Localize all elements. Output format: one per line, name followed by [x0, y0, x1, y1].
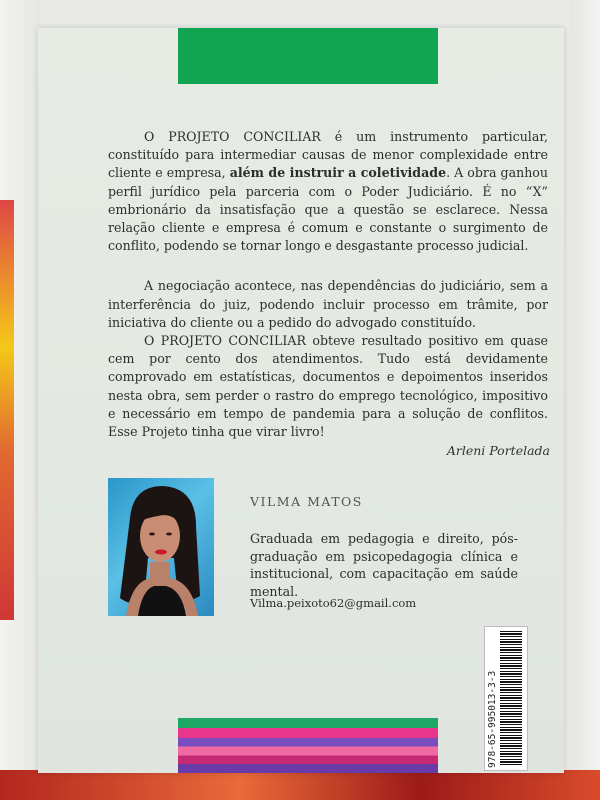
author-name: VILMA MATOS — [250, 494, 363, 509]
barcode-bars-icon — [500, 631, 522, 766]
synopsis-paragraph-2: A negociação acontece, nas dependências do judiciário, sem a interferência do juiz, podendo incluir processo em trâmite, por iniciativa do cliente ou a pedido do advogado constituído. — [108, 278, 548, 330]
synopsis-bold-phrase: além de instruir a coletividade — [229, 165, 447, 181]
background-colored-object — [0, 200, 14, 620]
author-bio: Graduada em pedagogia e direito, pós-graduação em psicopedagogia clínica e institucional, com capacitação em saúde mental. — [250, 531, 518, 599]
synopsis-paragraph-1: O PROJETO CONCILIAR é um instrumento particular, constituído para intermediar causas de menor complexidade entre cliente e empresa, além de instruir a coletividade. A obra ganhou perfil jurídico pela parceria com o Poder Judiciário. É no “X” embrionário da insatisfação que a questão se esclarece. Nessa relação cliente e empresa é comum e constante o surgimento de conflito, podendo se tornar longo e desgastante processo judicial. — [108, 129, 548, 254]
background-fabric — [0, 770, 600, 800]
isbn-number: 978-65-995013-3-3 — [487, 670, 498, 768]
synopsis-paragraph-3: O PROJETO CONCILIAR obteve resultado positivo em quase cem por cento dos atendimentos. Tudo está devidamente comprovado em estatísticas, documentos e depoimentos inseridos nesta obra, sem perder o rastro do emprego tecnológico, impositivo e necessário em tempo de pandemia para a solução de conflitos. Esse Projeto tinha que virar livro! — [108, 333, 548, 440]
background-right — [570, 0, 600, 800]
author-email: Vilma.peixoto62@gmail.com — [250, 596, 417, 610]
author-photo — [108, 478, 214, 616]
book-back-cover — [38, 28, 564, 773]
colored-stripes-band — [178, 718, 438, 773]
review-signature: Arleni Portelada — [446, 443, 550, 458]
green-top-band — [178, 28, 438, 84]
isbn-barcode — [484, 626, 528, 771]
synopsis — [108, 128, 548, 441]
author-portrait-icon — [108, 478, 214, 616]
